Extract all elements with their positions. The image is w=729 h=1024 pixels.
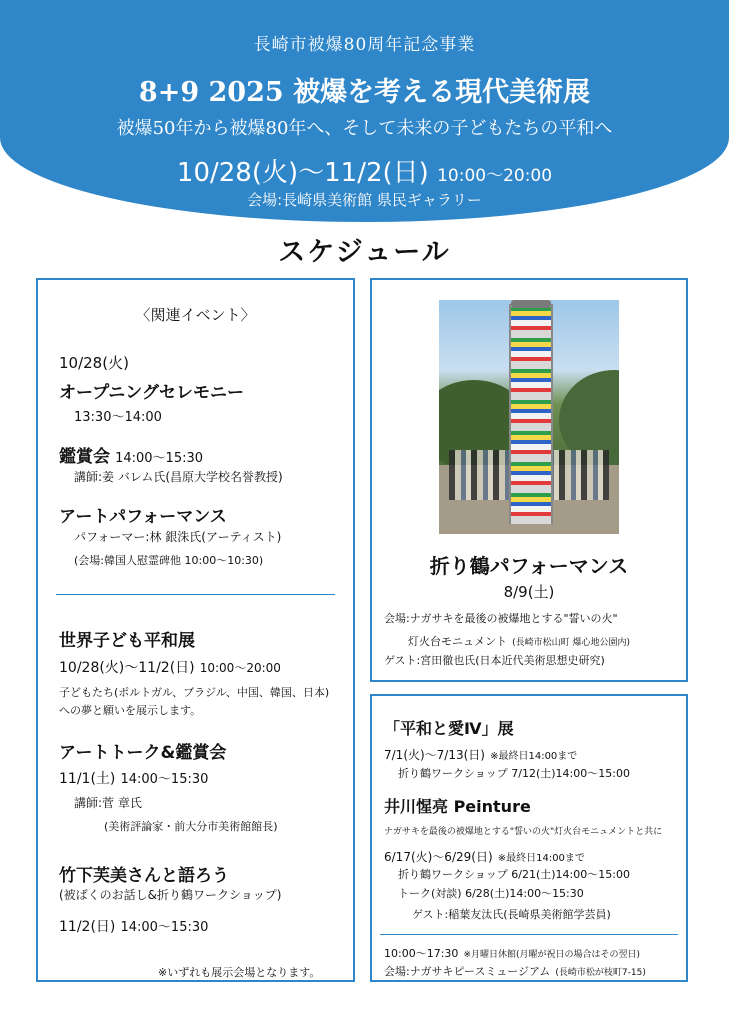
venue-note: ※いずれも展示会場となります。 bbox=[158, 966, 321, 979]
museum-venue-row bbox=[384, 960, 646, 979]
peace-exhibition-title: 「平和と愛Ⅳ」展 bbox=[384, 719, 514, 738]
ikawa-guest: ゲスト:稲葉友汰氏(長崎県美術館学芸員) bbox=[412, 908, 611, 921]
origami-title: 折り鶴パフォーマンス bbox=[429, 554, 629, 578]
ikawa-description: ナガサキを最後の被爆地とする"誓いの火"灯火台モニュメントと共に bbox=[384, 827, 663, 837]
exhibition-dates bbox=[0, 152, 729, 189]
exhibitions-box bbox=[370, 694, 688, 982]
opening-date: 10/28(火) bbox=[59, 354, 129, 372]
origami-venue-1: 会場:ナガサキを最後の被爆地とする"誓いの火" bbox=[384, 612, 618, 625]
children-dates-row bbox=[59, 657, 281, 677]
peace-dates-row bbox=[384, 744, 577, 763]
monument-photo bbox=[439, 300, 619, 534]
art-talk-date: 11/1(土) bbox=[59, 771, 116, 787]
children-desc-2: への夢と願いを展示します。 bbox=[59, 704, 202, 717]
divider bbox=[56, 594, 335, 595]
date-range: 10/28(火)〜11/2(日) bbox=[176, 158, 429, 188]
related-heading: 〈関連イベント〉 bbox=[135, 306, 256, 324]
divider bbox=[380, 934, 678, 935]
takeshita-time: 14:00〜15:30 bbox=[120, 920, 209, 935]
opening-time: 13:30〜14:00 bbox=[74, 410, 162, 425]
time-range: 10:00〜20:00 bbox=[437, 166, 553, 186]
art-performance-performer: パフォーマー:林 銀洙氏(アーティスト) bbox=[74, 530, 282, 544]
takeshita-subtitle: (被ばくのお話し&折り鶴ワークショップ) bbox=[59, 888, 282, 902]
viewing-time: 14:00〜15:30 bbox=[115, 451, 204, 466]
children-dates: 10/28(火)〜11/2(日) bbox=[59, 660, 195, 676]
art-performance-venue: (会場:韓国人慰霊碑他 10:00〜10:30) bbox=[74, 554, 264, 567]
art-talk-lecturer: 講師:菅 章氏 bbox=[74, 796, 142, 810]
museum-address: (長崎市松が枝町7-15) bbox=[555, 968, 646, 978]
ikawa-dates: 6/17(火)〜6/29(日) bbox=[384, 850, 493, 864]
art-talk-date-row bbox=[59, 768, 208, 788]
peace-dates: 7/1(火)〜7/13(日) bbox=[384, 748, 485, 762]
museum-venue: 会場:ナガサキピースミュージアム bbox=[384, 965, 551, 978]
origami-guest: ゲスト:宮田徹也氏(日本近代美術思想史研究) bbox=[384, 654, 605, 667]
art-performance-title: アートパフォーマンス bbox=[59, 507, 227, 527]
main-title: 8+9 2025 被爆を考える現代美術展 bbox=[138, 77, 591, 108]
children-time: 10:00〜20:00 bbox=[199, 661, 281, 675]
related-events-box bbox=[36, 278, 355, 982]
photo-monument-top bbox=[511, 300, 551, 308]
origami-venue-note: (長崎市松山町 爆心地公園内) bbox=[512, 638, 630, 648]
ikawa-note: ※最終日14:00まで bbox=[497, 853, 585, 864]
origami-performance-box bbox=[370, 278, 688, 682]
subtitle: 被爆50年から被爆80年へ、そして未来の子どもたちの平和へ bbox=[116, 118, 613, 139]
header-banner bbox=[0, 0, 729, 222]
organizer-text: 長崎市被爆80周年記念事業 bbox=[253, 35, 476, 55]
art-talk-lecturer-title: (美術評論家・前大分市美術館館長) bbox=[104, 820, 278, 833]
takeshita-title: 竹下芙美さんと語ろう bbox=[59, 866, 229, 886]
children-title: 世界子ども平和展 bbox=[59, 631, 195, 651]
origami-date: 8/9(土) bbox=[503, 583, 555, 601]
ikawa-workshop: 折り鶴ワークショップ 6/21(土)14:00〜15:00 bbox=[398, 868, 630, 881]
takeshita-date-row bbox=[59, 916, 208, 936]
viewing-row bbox=[59, 442, 203, 467]
art-talk-title: アートトーク&鑑賞会 bbox=[59, 743, 227, 763]
ikawa-dates-row bbox=[384, 846, 585, 865]
children-desc-1: 子どもたち(ポルトガル、ブラジル、中国、韓国、日本) bbox=[59, 686, 330, 699]
art-talk-time: 14:00〜15:30 bbox=[120, 772, 209, 787]
museum-hours-row bbox=[384, 942, 640, 961]
ikawa-talk: トーク(対談) 6/28(土)14:00〜15:30 bbox=[398, 887, 584, 900]
viewing-title: 鑑賞会 bbox=[59, 447, 110, 467]
venue-text: 会場:長崎県美術館 県民ギャラリー bbox=[247, 191, 482, 209]
museum-hours: 10:00〜17:30 bbox=[384, 947, 459, 960]
peace-workshop: 折り鶴ワークショップ 7/12(土)14:00〜15:00 bbox=[398, 767, 630, 780]
schedule-heading: スケジュール bbox=[278, 237, 451, 268]
opening-title: オープニングセレモニー bbox=[59, 383, 244, 403]
takeshita-date: 11/2(日) bbox=[59, 919, 116, 935]
origami-venue-2: 灯火台モニュメント bbox=[408, 635, 507, 648]
origami-venue-row bbox=[408, 630, 630, 649]
ikawa-title: 井川惺亮 Peinture bbox=[384, 797, 531, 816]
viewing-lecturer: 講師:姜 バレム氏(昌原大学校名誉教授) bbox=[74, 470, 283, 484]
museum-closed: ※月曜日休館(月曜が祝日の場合はその翌日) bbox=[463, 950, 641, 960]
photo-monument bbox=[509, 304, 553, 524]
peace-note: ※最終日14:00まで bbox=[490, 751, 578, 762]
